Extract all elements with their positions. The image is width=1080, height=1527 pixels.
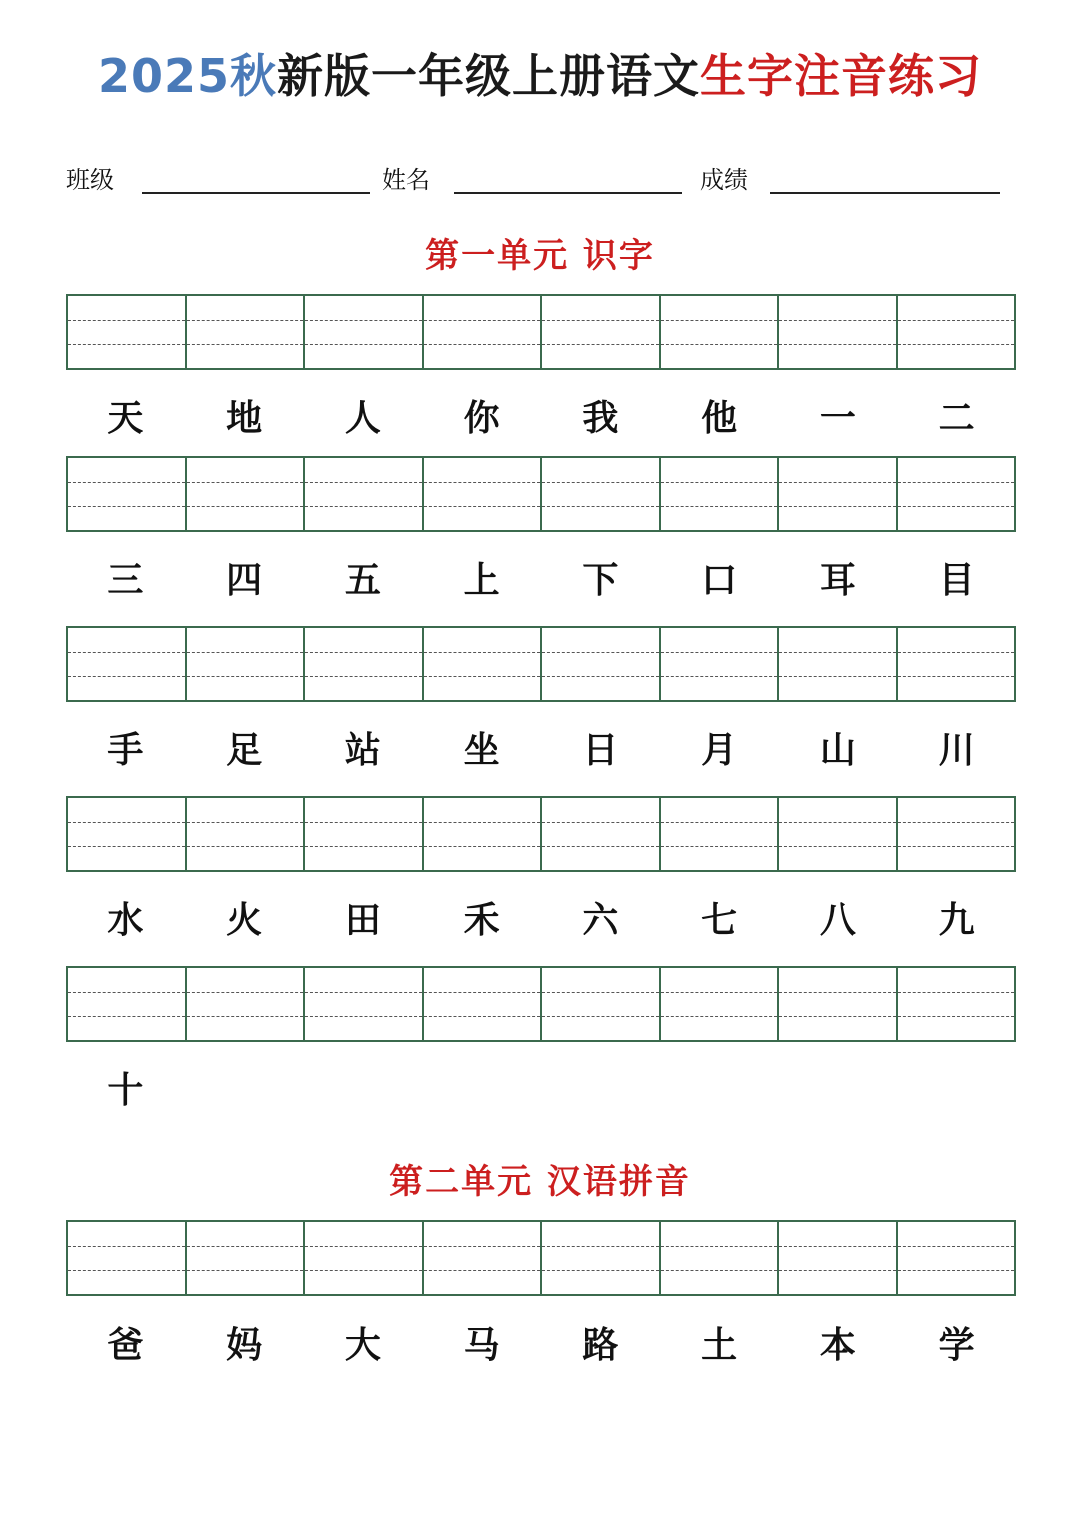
pinyin-cell[interactable]: [305, 628, 424, 700]
pinyin-cell[interactable]: [898, 968, 1015, 1040]
character: 八: [819, 899, 856, 941]
character: 人: [344, 397, 381, 439]
title-highlight: 生字注音练习: [700, 49, 983, 103]
character: 手: [107, 729, 144, 771]
character: 马: [463, 1324, 500, 1366]
character: 本: [819, 1324, 856, 1366]
pinyin-cell[interactable]: [779, 296, 898, 368]
class-label: 班级: [66, 166, 114, 194]
pinyin-cell[interactable]: [424, 296, 543, 368]
pinyin-grid[interactable]: [66, 966, 1016, 1042]
pinyin-cell[interactable]: [305, 968, 424, 1040]
character: 耳: [819, 559, 856, 601]
pinyin-cell[interactable]: [779, 628, 898, 700]
pinyin-cell[interactable]: [68, 1222, 187, 1294]
pinyin-cell[interactable]: [661, 1222, 780, 1294]
title-year: 2025秋: [97, 49, 278, 103]
pinyin-grid[interactable]: [66, 294, 1016, 370]
character: 妈: [226, 1324, 263, 1366]
character: 学: [938, 1324, 975, 1366]
character: 上: [463, 559, 500, 601]
character: [897, 1065, 1016, 1115]
class-input-line[interactable]: [142, 192, 370, 194]
title-middle: 新版一年级上册语文: [277, 49, 701, 103]
character: 水: [107, 899, 144, 941]
character: 七: [701, 899, 738, 941]
character: 足: [226, 729, 263, 771]
character: 一: [819, 397, 856, 439]
character-row: [66, 895, 1016, 945]
character: 他: [701, 397, 738, 439]
name-label: 姓名: [382, 166, 430, 194]
character: 我: [582, 397, 619, 439]
character: 六: [582, 899, 619, 941]
character: 天: [107, 397, 144, 439]
student-info-row: [66, 160, 1006, 200]
character: [422, 1065, 541, 1115]
pinyin-grid[interactable]: [66, 626, 1016, 702]
character: 五: [344, 559, 381, 601]
character: 大: [344, 1324, 381, 1366]
pinyin-cell[interactable]: [305, 458, 424, 530]
pinyin-cell[interactable]: [305, 296, 424, 368]
pinyin-cell[interactable]: [898, 628, 1015, 700]
character: 九: [938, 899, 975, 941]
pinyin-cell[interactable]: [542, 458, 661, 530]
pinyin-cell[interactable]: [779, 798, 898, 870]
character: 月: [701, 729, 738, 771]
pinyin-cell[interactable]: [661, 628, 780, 700]
pinyin-cell[interactable]: [305, 1222, 424, 1294]
pinyin-cell[interactable]: [898, 458, 1015, 530]
character: [185, 1065, 304, 1115]
character: 十: [107, 1069, 144, 1111]
score-label: 成绩: [700, 166, 748, 194]
character: 川: [938, 729, 975, 771]
pinyin-cell[interactable]: [68, 968, 187, 1040]
name-input-line[interactable]: [454, 192, 682, 194]
character: 禾: [463, 899, 500, 941]
pinyin-grid[interactable]: [66, 456, 1016, 532]
character: 二: [938, 397, 975, 439]
character-row: [66, 1320, 1016, 1370]
character: 田: [344, 899, 381, 941]
pinyin-cell[interactable]: [779, 1222, 898, 1294]
character: 地: [226, 397, 263, 439]
pinyin-cell[interactable]: [187, 1222, 306, 1294]
pinyin-cell[interactable]: [898, 798, 1015, 870]
character-row: [66, 555, 1016, 605]
character: 目: [938, 559, 975, 601]
character: 你: [463, 397, 500, 439]
character: [541, 1065, 660, 1115]
pinyin-cell[interactable]: [305, 798, 424, 870]
character: 山: [819, 729, 856, 771]
pinyin-cell[interactable]: [187, 458, 306, 530]
pinyin-cell[interactable]: [424, 1222, 543, 1294]
character: 日: [582, 729, 619, 771]
pinyin-grid[interactable]: [66, 796, 1016, 872]
character: 站: [344, 729, 381, 771]
pinyin-cell[interactable]: [68, 628, 187, 700]
pinyin-cell[interactable]: [661, 458, 780, 530]
pinyin-cell[interactable]: [424, 798, 543, 870]
pinyin-grid[interactable]: [66, 1220, 1016, 1296]
pinyin-cell[interactable]: [68, 296, 187, 368]
pinyin-cell[interactable]: [424, 968, 543, 1040]
character-row: [66, 725, 1016, 775]
pinyin-cell[interactable]: [187, 296, 306, 368]
character: 火: [226, 899, 263, 941]
character: 下: [582, 559, 619, 601]
pinyin-cell[interactable]: [779, 968, 898, 1040]
pinyin-cell[interactable]: [898, 1222, 1015, 1294]
character: 土: [701, 1324, 738, 1366]
character: 路: [582, 1324, 619, 1366]
pinyin-cell[interactable]: [187, 628, 306, 700]
pinyin-cell[interactable]: [187, 798, 306, 870]
character: 三: [107, 559, 144, 601]
score-input-line[interactable]: [770, 192, 1000, 194]
section-title-unit-1: 第一单元 识字: [425, 236, 655, 276]
pinyin-cell[interactable]: [68, 798, 187, 870]
pinyin-cell[interactable]: [542, 798, 661, 870]
page-title: [0, 40, 1080, 106]
character: 口: [701, 559, 738, 601]
character: 坐: [463, 729, 500, 771]
pinyin-cell[interactable]: [661, 296, 780, 368]
pinyin-cell[interactable]: [898, 296, 1015, 368]
character-row: [66, 1065, 1016, 1115]
character: 爸: [107, 1324, 144, 1366]
pinyin-cell[interactable]: [542, 628, 661, 700]
pinyin-cell[interactable]: [424, 628, 543, 700]
character: [779, 1065, 898, 1115]
pinyin-cell[interactable]: [542, 1222, 661, 1294]
pinyin-cell[interactable]: [542, 968, 661, 1040]
pinyin-cell[interactable]: [187, 968, 306, 1040]
pinyin-cell[interactable]: [779, 458, 898, 530]
pinyin-cell[interactable]: [661, 968, 780, 1040]
section-title-unit-2: 第二单元 汉语拼音: [389, 1162, 691, 1202]
character: [660, 1065, 779, 1115]
character: 四: [226, 559, 263, 601]
pinyin-cell[interactable]: [661, 798, 780, 870]
pinyin-cell[interactable]: [542, 296, 661, 368]
character: [304, 1065, 423, 1115]
pinyin-cell[interactable]: [68, 458, 187, 530]
pinyin-cell[interactable]: [424, 458, 543, 530]
character-row: [66, 393, 1016, 443]
